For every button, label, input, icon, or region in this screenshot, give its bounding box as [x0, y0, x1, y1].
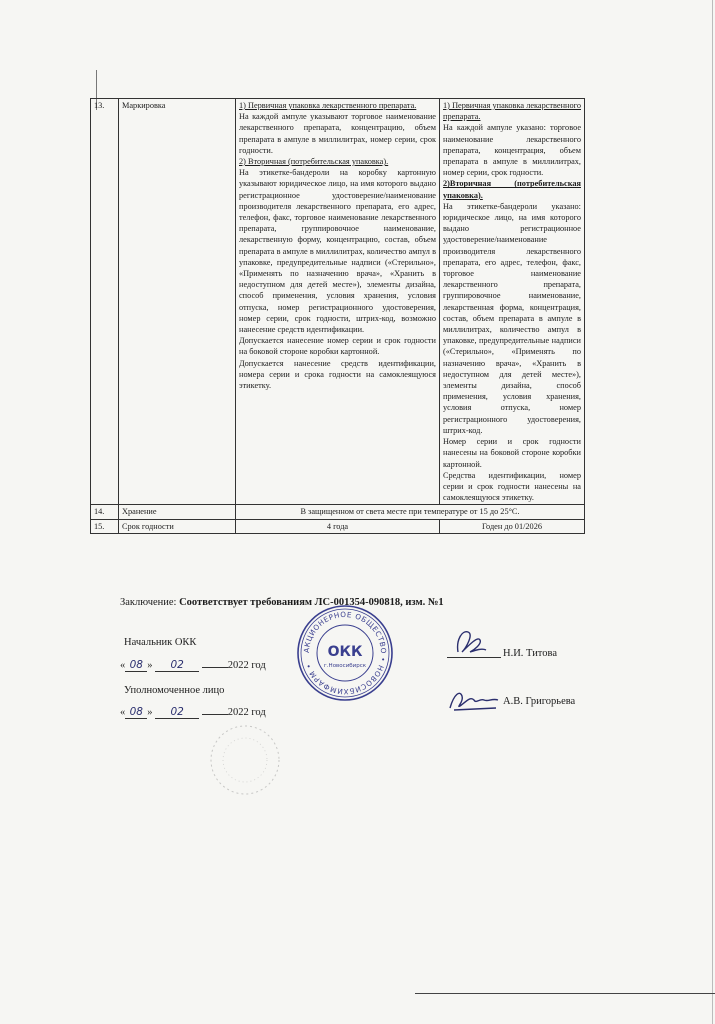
signature-line — [447, 657, 501, 658]
date-month: 02 — [155, 706, 199, 719]
new-paragraph: Средства идентификации, номер серии и срок годности нанесены на самоклеящуюся этикетку. — [443, 470, 581, 503]
table-row-15 — [91, 519, 585, 533]
row-number: 15. — [91, 519, 119, 533]
signer-name: Н.И. Титова — [503, 648, 557, 659]
date-year: 2022 год — [227, 707, 266, 718]
conclusion-text: Соответствует требованиям ЛС-001354-090818, изм. №1 — [179, 597, 444, 608]
date-open: « — [120, 707, 126, 718]
old-paragraph: На этикетке-бандероли на коробку картонную указывают юридическое лицо, на имя которого выдано регистрационное удостоверение/наименование производителя лекарственного препарата, его адрес, телефон, факс, торговое наименование лекарственного препарата, группировочное наименование, лекарственную форму, концентрацию, состав, объем препарата в ампуле в миллилитрах, количество ампул в упаковке, предупредительные надписи («Стерильно», «Применять по назначению врача», «Хранить в недоступном для детей месте»), элементы дизайна, способ применения, условия хранения, условия отпуска, номер регистрационного удостоверения, номер серии, срок годности, штрих-код, возможно нанесение средств идентификации. — [239, 168, 436, 335]
signer-date — [120, 706, 266, 719]
old-paragraph: На каждой ампуле указывают торговое наименование лекарственного препарата, концентрацию, объем препарата в ампуле в миллилитрах, номер серии, срок годности. — [239, 112, 436, 155]
old-paragraph: Допускается нанесение номер серии и срок годности на боковой стороне коробки картонной. — [239, 336, 436, 357]
new-paragraph: На каждой ампуле указано: торговое наименование лекарственного препарата, концентрация, объем препарата в ампуле в миллилитрах, номер серии, срок годности. — [443, 123, 581, 178]
signer-name: А.В. Григорьева — [503, 696, 576, 707]
conclusion-label: Заключение: — [120, 597, 177, 608]
new-paragraph: 1) Первичная упаковка лекарственного препарата. — [443, 101, 581, 122]
date-open: « — [120, 660, 126, 671]
storage-value: В защищенном от света месте при температуре от 15 до 25°С. — [236, 505, 585, 519]
new-paragraph: На этикетке-бандероли указано: юридическое лицо, на имя которого выдано регистрационное удостоверение/наименование производителя лекарственного препарата, его адрес, телефон, факс, торговое наименование лекарственного препарата, группировочное наименование, лекарственная форма, концентрация, состав, объем препарата в ампуле в миллилитрах, количество ампул в упаковке, предупредительные надписи («Стерильно», «Применять по назначению врача», «Хранить в недоступном для детей месте»), элементы дизайна, способ применения, условия хранения, условия отпуска, номер регистрационного удостоверения, штрих-код. — [443, 201, 581, 435]
specification-table — [90, 98, 585, 534]
signature-titova — [452, 626, 492, 660]
signer-title: Уполномоченное лицо — [124, 685, 225, 696]
old-value-cell — [236, 99, 440, 505]
signer-title: Начальник ОКК — [124, 637, 197, 648]
date-day: 08 — [125, 659, 147, 672]
signature-grigorieva — [446, 684, 502, 714]
date-day: 08 — [125, 706, 147, 719]
old-paragraph: Допускается нанесение средств идентификации, номера серии и срока годности на самоклеящуюся этикетку. — [239, 358, 436, 391]
table-row-13 — [91, 99, 585, 505]
old-paragraph: 2) Вторичная (потребительская упаковка). — [239, 157, 389, 167]
date-month: 02 — [155, 659, 199, 672]
row-parameter: Хранение — [119, 505, 236, 519]
date-year: 2022 год — [227, 660, 266, 671]
old-paragraph: 1) Первичная упаковка лекарственного препарата. — [239, 101, 417, 110]
faint-stamp-mark — [205, 720, 285, 800]
seal-city-text: г.Новосибирск — [323, 663, 367, 669]
shelf-life-value-new: Годен до 01/2026 — [440, 519, 585, 533]
company-seal — [295, 603, 395, 703]
signer-date — [120, 659, 266, 672]
row-number: 14. — [91, 505, 119, 519]
date-close: » — [147, 660, 153, 671]
conclusion — [120, 597, 444, 608]
page-edge — [712, 0, 713, 1024]
seal-center-text: ОКК — [327, 644, 363, 660]
table-row-14 — [91, 505, 585, 519]
bottom-rule — [415, 993, 715, 994]
seal-ring-text: АКЦИОНЕРНОЕ ОБЩЕСТВО • НОВОСИБХИМФАРМ • — [301, 609, 389, 697]
new-paragraph: Номер серии и срок годности нанесены на боковой стороне коробки картонной. — [443, 437, 581, 469]
new-value-cell — [440, 99, 585, 505]
new-paragraph: 2)Вторичная (потребительская упаковка). — [443, 179, 581, 200]
shelf-life-value: 4 года — [236, 519, 440, 533]
row-parameter: Маркировка — [119, 99, 236, 505]
date-close: » — [147, 707, 153, 718]
row-parameter: Срок годности — [119, 519, 236, 533]
row-number: 13. — [91, 99, 119, 505]
